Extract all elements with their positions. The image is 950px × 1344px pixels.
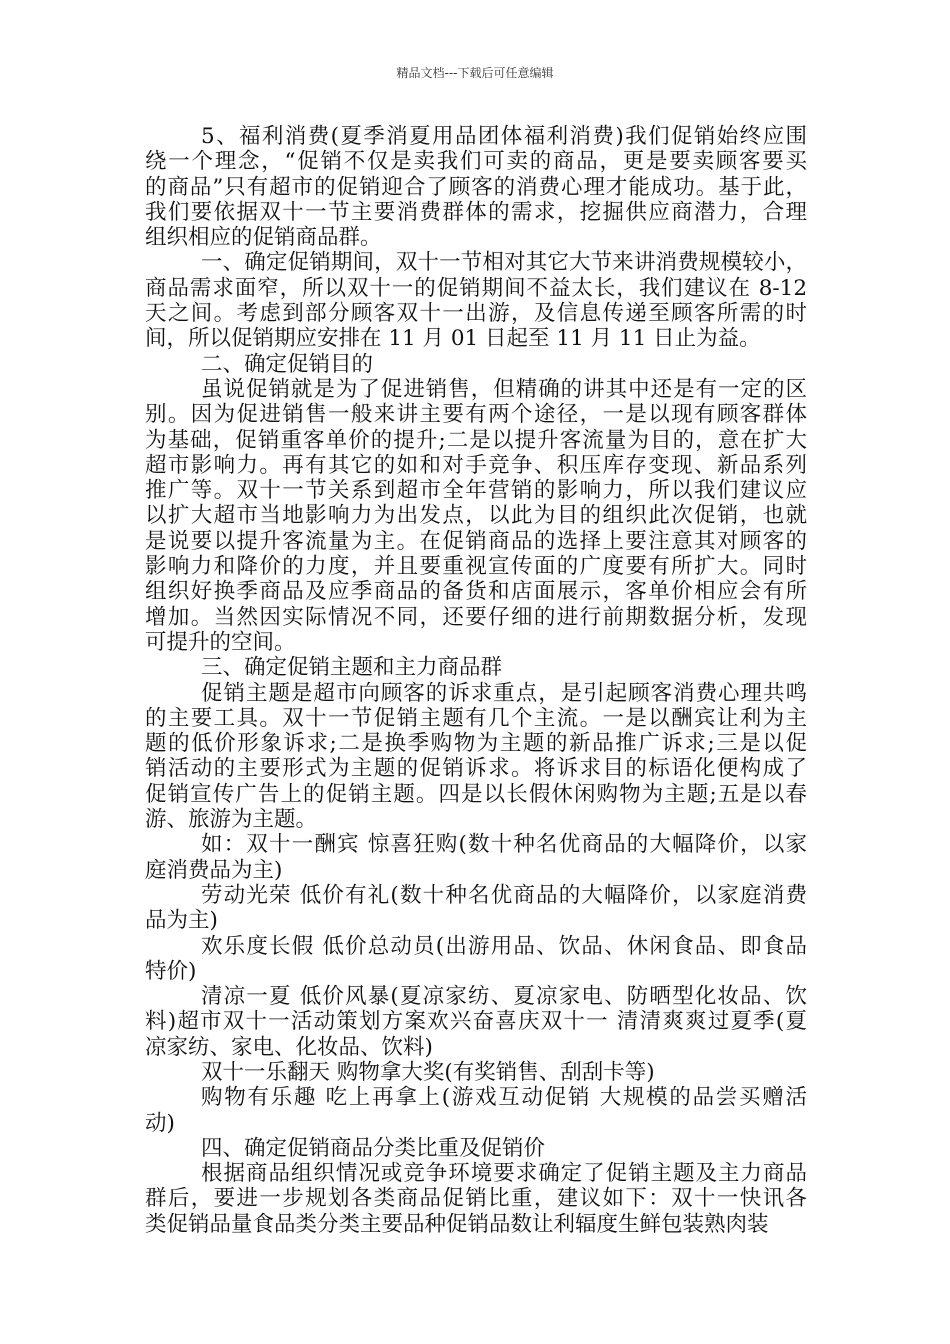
text-line: 为基础，促销重客单价的提升;二是以提升客流量为目的，意在扩大	[145, 427, 807, 453]
paragraph	[145, 883, 807, 934]
text-line: 间，所以促销期应安排在 11 月 01 日起至 11 月 11 日止为益。	[145, 326, 761, 352]
text-line: 销活动的主要形式为主题的促销诉求。将诉求目的标语化便构成了	[145, 756, 807, 782]
text-line: 品为主)	[145, 908, 218, 934]
paragraph	[145, 832, 807, 883]
text-line: 天之间。考虑到部分顾客双十一出游，及信息传递至顾客所需的时	[145, 301, 807, 327]
paragraph	[145, 1136, 807, 1161]
text-line: 如：双十一酬宾 惊喜狂购(数十种名优商品的大幅降价，以家	[201, 832, 807, 858]
paragraph	[145, 984, 807, 1060]
text-line: 料)超市双十一活动策划方案欢兴奋喜庆双十一 清清爽爽过夏季(夏	[145, 1009, 807, 1035]
text-line: 游、旅游为主题。	[145, 807, 318, 833]
text-line: 四、确定促销商品分类比重及促销价	[201, 1135, 546, 1161]
text-line: 可提升的空间。	[145, 629, 296, 655]
text-line: 虽说促销就是为了促进销售，但精确的讲其中还是有一定的区	[201, 376, 807, 402]
text-line: 的主要工具。双十一节促销主题有几个主流。一是以酬宾让利为主	[145, 705, 807, 731]
paragraph	[145, 124, 807, 250]
text-line: 促销主题是超市向顾客的诉求重点，是引起顾客消费心理共鸣	[201, 680, 807, 706]
text-line: 超市影响力。再有其它的如和对手竞争、积压库存变现、新品系列	[145, 452, 807, 478]
text-line: 群后，要进一步规划各类商品促销比重，建议如下：双十一快讯各	[145, 1186, 807, 1212]
text-line: 推广等。双十一节关系到超市全年营销的影响力，所以我们建议应	[145, 478, 807, 504]
text-line: 商品需求面窄，所以双十一的促销期间不益太长，我们建议在 8-12	[145, 275, 807, 301]
text-line: 组织相应的促销商品群。	[145, 225, 382, 251]
text-line: 劳动光荣 低价有礼(数十种名优商品的大幅降价，以家庭消费	[201, 882, 807, 908]
text-line: 的商品”只有超市的促销迎合了顾客的消费心理才能成功。基于此，	[145, 174, 807, 200]
text-line: 题的低价形象诉求;二是换季购物为主题的新品推广诉求;三是以促	[145, 731, 807, 757]
text-line: 根据商品组织情况或竞争环境要求确定了促销主题及主力商品	[201, 1161, 807, 1187]
paragraph	[145, 934, 807, 985]
paragraph	[145, 1060, 807, 1085]
paragraph	[145, 655, 807, 680]
text-line: 庭消费品为主)	[145, 857, 283, 883]
paragraph	[145, 352, 807, 377]
text-line: 特价)	[145, 958, 197, 984]
text-line: 双十一乐翻天 购物拿大奖(有奖销售、刮刮卡等)	[201, 1059, 655, 1085]
text-line: 促销宣传广告上的促销主题。四是以长假休闲购物为主题;五是以春	[145, 781, 807, 807]
paragraph	[145, 1085, 807, 1136]
text-line: 凉家纺、家电、化妆品、饮料)	[145, 1034, 433, 1060]
text-line: 绕一个理念，“促销不仅是卖我们可卖的商品，更是要卖顾客要买	[145, 149, 807, 175]
paragraph	[145, 681, 807, 833]
paragraph	[145, 1161, 807, 1237]
text-line: 我们要依据双十一节主要消费群体的需求，挖掘供应商潜力，合理	[145, 199, 807, 225]
paragraph	[145, 377, 807, 655]
text-line: 以扩大超市当地影响力为出发点，以此为目的组织此次促销，也就	[145, 503, 807, 529]
text-line: 动)	[145, 1110, 175, 1136]
text-line: 影响力和降价的力度，并且要重视宣传面的广度要有所扩大。同时	[145, 554, 807, 580]
text-line: 欢乐度长假 低价总动员(出游用品、饮品、休闲食品、即食品	[201, 933, 807, 959]
paragraph	[145, 250, 807, 351]
text-line: 增加。当然因实际情况不同，还要仔细的进行前期数据分析，发现	[145, 604, 807, 630]
text-line: 一、确定促销期间，双十一节相对其它大节来讲消费规模较小，	[201, 250, 807, 276]
text-line: 是说要以提升客流量为主。在促销商品的选择上要注意其对顾客的	[145, 528, 807, 554]
text-line: 组织好换季商品及应季商品的备货和店面展示，客单价相应会有所	[145, 579, 807, 605]
text-line: 5、福利消费(夏季消夏用品团体福利消费)我们促销始终应围	[201, 124, 807, 149]
page-header: 精品文档---下载后可任意编辑	[396, 66, 554, 80]
text-line: 类促销品量食品类分类主要品种促销品数让利辐度生鲜包装熟肉装	[145, 1211, 769, 1237]
text-line: 购物有乐趣 吃上再拿上(游戏互动促销 大规模的品尝买赠活	[201, 1085, 807, 1111]
text-line: 三、确定促销主题和主力商品群	[201, 655, 503, 681]
document-body	[145, 124, 807, 1237]
text-line: 清凉一夏 低价风暴(夏凉家纺、夏凉家电、防晒型化妆品、饮	[201, 984, 807, 1010]
text-line: 二、确定促销目的	[201, 351, 374, 377]
text-line: 别。因为促进销售一般来讲主要有两个途径，一是以现有顾客群体	[145, 402, 807, 428]
